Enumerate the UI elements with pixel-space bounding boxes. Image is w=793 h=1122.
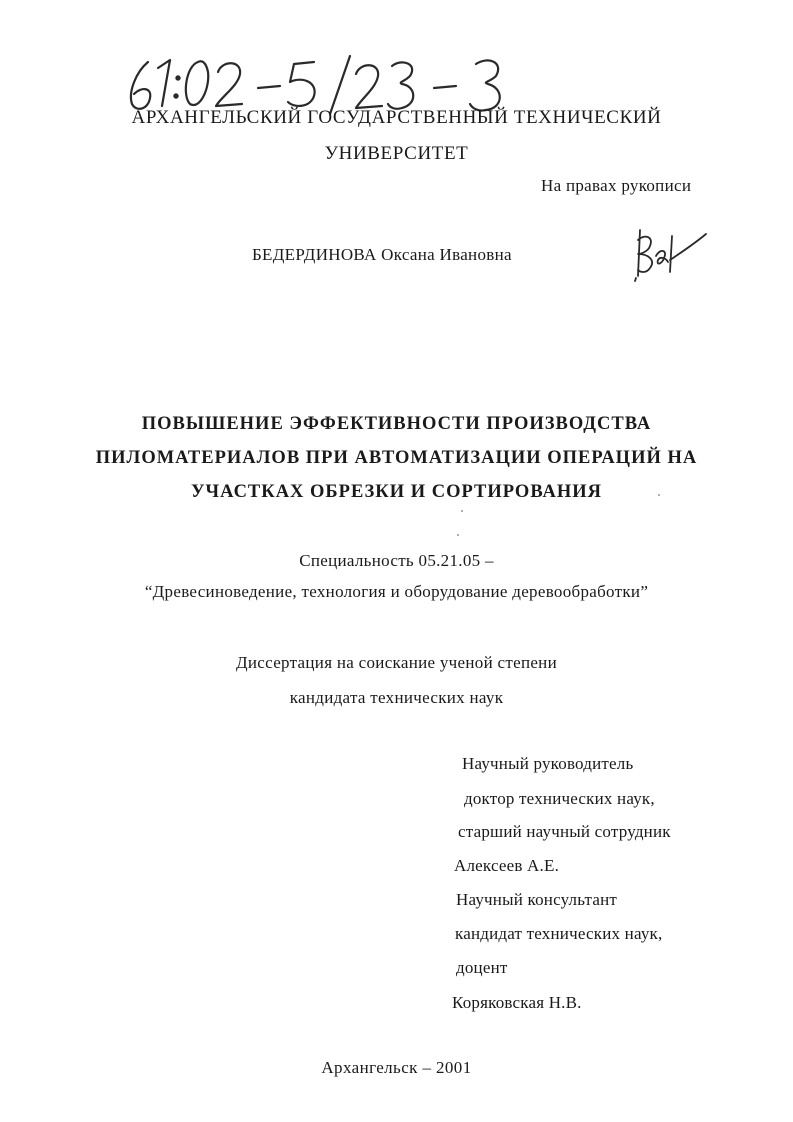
degree-statement-line2: кандидата технических наук (289, 688, 504, 707)
consultant-role: Научный консультант (456, 890, 618, 909)
author-name: БЕДЕРДИНОВА Оксана Ивановна (252, 245, 512, 264)
dissertation-title-line3: УЧАСТКАХ ОБРЕЗКИ И СОРТИРОВАНИЯ (190, 482, 602, 502)
scan-speck (658, 494, 660, 496)
supervisor-name: Алексеев А.Е. (454, 856, 560, 875)
scan-speck (461, 510, 463, 512)
scan-speck (457, 534, 459, 536)
supervisor-role: Научный руководитель (462, 754, 634, 773)
degree-statement-line1: Диссертация на соискание ученой степени (236, 653, 557, 672)
supervisor-degree: доктор технических наук, (464, 789, 655, 808)
consultant-title: доцент (456, 958, 508, 977)
specialty-code: Специальность 05.21.05 – (299, 551, 494, 570)
manuscript-rights-note: На правах рукописи (541, 176, 692, 195)
signature (626, 226, 708, 282)
consultant-name: Коряковская Н.В. (452, 993, 582, 1012)
university-name-line2: УНИВЕРСИТЕТ (324, 143, 469, 164)
university-name-line1: АРХАНГЕЛЬСКИЙ ГОСУДАРСТВЕННЫЙ ТЕХНИЧЕСКИЙ (131, 107, 662, 128)
city-and-year: Архангельск – 2001 (321, 1058, 472, 1077)
dissertation-title-line1: ПОВЫШЕНИЕ ЭФФЕКТИВНОСТИ ПРОИЗВОДСТВА (141, 414, 652, 434)
consultant-degree: кандидат технических наук, (455, 924, 663, 943)
specialty-name: “Древесиноведение, технология и оборудование деревообработки” (144, 582, 649, 601)
dissertation-title-line2: ПИЛОМАТЕРИАЛОВ ПРИ АВТОМАТИЗАЦИИ ОПЕРАЦИЙ НА (95, 448, 698, 468)
supervisor-title: старший научный сотрудник (458, 822, 671, 841)
